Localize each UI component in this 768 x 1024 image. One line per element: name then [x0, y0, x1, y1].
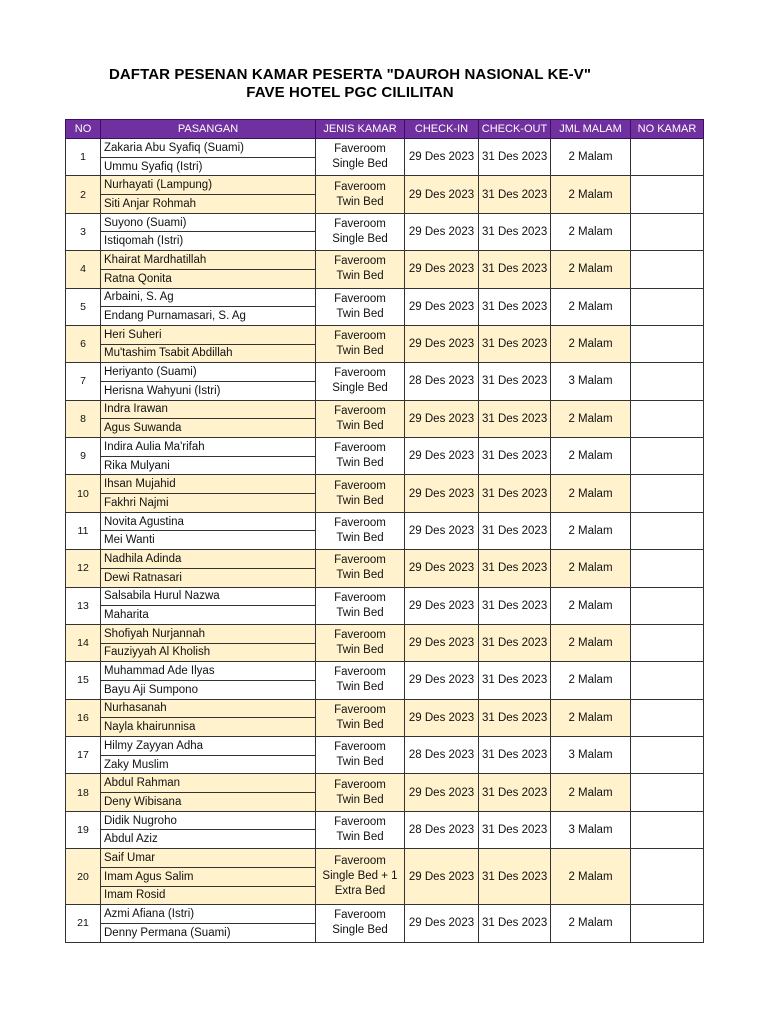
check-out-date: 31 Des 2023	[479, 624, 551, 661]
participant-name: Heriyanto (Suami)	[101, 363, 316, 382]
room-type-line: Faveroom	[334, 591, 386, 604]
room-type	[316, 662, 405, 699]
room-type	[316, 849, 405, 905]
table-row	[66, 251, 704, 270]
row-number: 11	[66, 512, 101, 549]
participant-name: Indra Irawan	[101, 400, 316, 419]
room-number	[631, 400, 704, 437]
participant-name: Endang Purnamasari, S. Ag	[101, 307, 316, 326]
room-type	[316, 587, 405, 624]
participant-name: Didik Nugroho	[101, 811, 316, 830]
nights-count: 3 Malam	[551, 737, 631, 774]
room-type-line: Faveroom	[334, 909, 386, 922]
nights-count: 2 Malam	[551, 774, 631, 811]
participant-name: Fakhri Najmi	[101, 494, 316, 513]
check-in-date: 29 Des 2023	[405, 400, 479, 437]
participant-name: Azmi Afiana (Istri)	[101, 905, 316, 924]
room-type-line: Single Bed	[332, 158, 388, 171]
check-in-date: 28 Des 2023	[405, 363, 479, 400]
room-type-line: Faveroom	[334, 367, 386, 380]
col-header-check-out: CHECK-OUT	[479, 120, 551, 139]
room-type	[316, 774, 405, 811]
nights-count: 2 Malam	[551, 624, 631, 661]
room-type-line: Twin Bed	[336, 195, 384, 208]
room-type-line: Faveroom	[334, 143, 386, 156]
table-row	[66, 475, 704, 494]
check-in-date: 29 Des 2023	[405, 325, 479, 362]
participant-name: Shofiyah Nurjannah	[101, 624, 316, 643]
participant-name: Nurhayati (Lampung)	[101, 176, 316, 195]
check-out-date: 31 Des 2023	[479, 251, 551, 288]
check-out-date: 31 Des 2023	[479, 662, 551, 699]
hotel-name: FAVE HOTEL PGC CILILITAN	[246, 84, 454, 101]
participant-name: Mu'tashim Tsabit Abdillah	[101, 344, 316, 363]
check-in-date: 29 Des 2023	[405, 550, 479, 587]
room-type-line: Faveroom	[334, 666, 386, 679]
row-number: 15	[66, 662, 101, 699]
table-row	[66, 400, 704, 419]
check-in-date: 29 Des 2023	[405, 475, 479, 512]
check-out-date: 31 Des 2023	[479, 587, 551, 624]
room-number	[631, 363, 704, 400]
check-in-date: 28 Des 2023	[405, 737, 479, 774]
room-type-line: Faveroom	[334, 629, 386, 642]
nights-count: 2 Malam	[551, 587, 631, 624]
room-type-line: Twin Bed	[336, 457, 384, 470]
table-row	[66, 587, 704, 606]
room-type-line: Faveroom	[334, 479, 386, 492]
check-out-date: 31 Des 2023	[479, 512, 551, 549]
row-number: 7	[66, 363, 101, 400]
row-number: 9	[66, 438, 101, 475]
booking-table	[65, 119, 704, 943]
table-row	[66, 176, 704, 195]
room-type-line: Faveroom	[334, 741, 386, 754]
room-number	[631, 139, 704, 176]
room-type-line: Twin Bed	[336, 531, 384, 544]
room-number	[631, 213, 704, 250]
check-out-date: 31 Des 2023	[479, 905, 551, 942]
table-row	[66, 774, 704, 793]
room-type-line: Twin Bed	[336, 830, 384, 843]
check-in-date: 29 Des 2023	[405, 213, 479, 250]
row-number: 16	[66, 699, 101, 736]
check-in-date: 29 Des 2023	[405, 512, 479, 549]
nights-count: 2 Malam	[551, 400, 631, 437]
check-in-date: 29 Des 2023	[405, 774, 479, 811]
room-type-line: Twin Bed	[336, 569, 384, 582]
room-type	[316, 438, 405, 475]
participant-name: Saif Umar	[101, 849, 316, 868]
nights-count: 3 Malam	[551, 811, 631, 848]
room-number	[631, 251, 704, 288]
nights-count: 2 Malam	[551, 905, 631, 942]
check-in-date: 29 Des 2023	[405, 139, 479, 176]
check-out-date: 31 Des 2023	[479, 363, 551, 400]
row-number: 18	[66, 774, 101, 811]
nights-count: 2 Malam	[551, 662, 631, 699]
check-out-date: 31 Des 2023	[479, 475, 551, 512]
check-out-date: 31 Des 2023	[479, 176, 551, 213]
participant-name: Abdul Rahman	[101, 774, 316, 793]
participant-name: Agus Suwanda	[101, 419, 316, 438]
nights-count: 2 Malam	[551, 550, 631, 587]
room-number	[631, 176, 704, 213]
participant-name: Indira Aulia Ma'rifah	[101, 438, 316, 457]
check-out-date: 31 Des 2023	[479, 400, 551, 437]
row-number: 10	[66, 475, 101, 512]
room-type-line: Twin Bed	[336, 793, 384, 806]
check-in-date: 29 Des 2023	[405, 251, 479, 288]
table-row	[66, 512, 704, 531]
room-type	[316, 737, 405, 774]
row-number: 14	[66, 624, 101, 661]
room-number	[631, 512, 704, 549]
participant-name: Deny Wibisana	[101, 793, 316, 812]
room-type-line: Twin Bed	[336, 718, 384, 731]
row-number: 6	[66, 325, 101, 362]
room-number	[631, 699, 704, 736]
room-number	[631, 811, 704, 848]
room-number	[631, 849, 704, 905]
check-out-date: 31 Des 2023	[479, 139, 551, 176]
participant-name: Nayla khairunnisa	[101, 718, 316, 737]
table-row	[66, 550, 704, 569]
participant-name: Hilmy Zayyan Adha	[101, 737, 316, 756]
check-in-date: 29 Des 2023	[405, 288, 479, 325]
table-row	[66, 139, 704, 158]
document-title: DAFTAR PESENAN KAMAR PESERTA "DAUROH NASIONAL KE-V"	[108, 66, 592, 83]
participant-name: Arbaini, S. Ag	[101, 288, 316, 307]
room-type	[316, 699, 405, 736]
room-type-line: Faveroom	[334, 292, 386, 305]
check-in-date: 29 Des 2023	[405, 624, 479, 661]
room-type	[316, 251, 405, 288]
participant-name: Ummu Syafiq (Istri)	[101, 157, 316, 176]
table-row	[66, 699, 704, 718]
room-type	[316, 905, 405, 942]
room-type	[316, 288, 405, 325]
participant-name: Maharita	[101, 606, 316, 625]
room-type-line: Faveroom	[334, 330, 386, 343]
participant-name: Khairat Mardhatillah	[101, 251, 316, 270]
participant-name: Imam Agus Salim	[101, 867, 316, 886]
participant-name: Fauziyyah Al Kholish	[101, 643, 316, 662]
participant-name: Siti Anjar Rohmah	[101, 195, 316, 214]
participant-name: Dewi Ratnasari	[101, 568, 316, 587]
table-row	[66, 213, 704, 232]
check-out-date: 31 Des 2023	[479, 849, 551, 905]
table-row	[66, 438, 704, 457]
participant-name: Ratna Qonita	[101, 269, 316, 288]
check-in-date: 29 Des 2023	[405, 438, 479, 475]
participant-name: Nurhasanah	[101, 699, 316, 718]
participant-name: Denny Permana (Suami)	[101, 923, 316, 942]
room-type-line: Faveroom	[334, 554, 386, 567]
check-out-date: 31 Des 2023	[479, 699, 551, 736]
room-type-line: Faveroom	[334, 516, 386, 529]
room-type-line: Faveroom	[334, 815, 386, 828]
nights-count: 2 Malam	[551, 139, 631, 176]
room-type-line: Single Bed + 1	[322, 870, 398, 883]
row-number: 4	[66, 251, 101, 288]
room-type	[316, 213, 405, 250]
room-type-line: Twin Bed	[336, 270, 384, 283]
room-type-line: Twin Bed	[336, 494, 384, 507]
participant-name: Heri Suheri	[101, 325, 316, 344]
participant-name: Abdul Aziz	[101, 830, 316, 849]
room-type	[316, 363, 405, 400]
nights-count: 2 Malam	[551, 512, 631, 549]
room-number	[631, 438, 704, 475]
participant-name: Zaky Muslim	[101, 755, 316, 774]
participant-name: Imam Rosid	[101, 886, 316, 905]
room-type-line: Faveroom	[334, 855, 386, 868]
check-in-date: 29 Des 2023	[405, 587, 479, 624]
room-type-line: Faveroom	[334, 217, 386, 230]
room-type-line: Single Bed	[332, 232, 388, 245]
room-type-line: Faveroom	[334, 778, 386, 791]
check-out-date: 31 Des 2023	[479, 774, 551, 811]
participant-name: Mei Wanti	[101, 531, 316, 550]
room-number	[631, 905, 704, 942]
nights-count: 2 Malam	[551, 176, 631, 213]
participant-name: Ihsan Mujahid	[101, 475, 316, 494]
row-number: 3	[66, 213, 101, 250]
col-header-jml-malam: JML MALAM	[551, 120, 631, 139]
check-in-date: 29 Des 2023	[405, 905, 479, 942]
row-number: 8	[66, 400, 101, 437]
room-number	[631, 624, 704, 661]
room-type-line: Twin Bed	[336, 681, 384, 694]
check-out-date: 31 Des 2023	[479, 325, 551, 362]
row-number: 1	[66, 139, 101, 176]
table-row	[66, 905, 704, 924]
col-header-jenis-kamar: JENIS KAMAR	[316, 120, 405, 139]
room-number	[631, 662, 704, 699]
room-number	[631, 475, 704, 512]
nights-count: 2 Malam	[551, 849, 631, 905]
room-number	[631, 550, 704, 587]
table-row	[66, 325, 704, 344]
participant-name: Novita Agustina	[101, 512, 316, 531]
table-row	[66, 737, 704, 756]
room-number	[631, 288, 704, 325]
room-number	[631, 325, 704, 362]
participant-name: Rika Mulyani	[101, 456, 316, 475]
room-number	[631, 774, 704, 811]
check-out-date: 31 Des 2023	[479, 288, 551, 325]
table-row	[66, 849, 704, 868]
room-type	[316, 176, 405, 213]
row-number: 19	[66, 811, 101, 848]
room-type	[316, 400, 405, 437]
row-number: 2	[66, 176, 101, 213]
nights-count: 2 Malam	[551, 325, 631, 362]
table-header-row	[66, 120, 704, 139]
participant-name: Suyono (Suami)	[101, 213, 316, 232]
row-number: 12	[66, 550, 101, 587]
participant-name: Bayu Aji Sumpono	[101, 680, 316, 699]
table-row	[66, 662, 704, 681]
room-type-line: Faveroom	[334, 180, 386, 193]
room-number	[631, 737, 704, 774]
check-in-date: 29 Des 2023	[405, 699, 479, 736]
participant-name: Zakaria Abu Syafiq (Suami)	[101, 139, 316, 158]
nights-count: 2 Malam	[551, 438, 631, 475]
room-type-line: Twin Bed	[336, 606, 384, 619]
room-type	[316, 325, 405, 362]
room-type	[316, 512, 405, 549]
room-type-line: Twin Bed	[336, 419, 384, 432]
participant-name: Istiqomah (Istri)	[101, 232, 316, 251]
col-header-no-kamar: NO KAMAR	[631, 120, 704, 139]
row-number: 17	[66, 737, 101, 774]
participant-name: Herisna Wahyuni (Istri)	[101, 381, 316, 400]
room-type-line: Faveroom	[334, 442, 386, 455]
check-in-date: 29 Des 2023	[405, 662, 479, 699]
table-row	[66, 811, 704, 830]
row-number: 13	[66, 587, 101, 624]
participant-name: Nadhila Adinda	[101, 550, 316, 569]
check-in-date: 28 Des 2023	[405, 811, 479, 848]
room-type	[316, 811, 405, 848]
nights-count: 2 Malam	[551, 213, 631, 250]
nights-count: 2 Malam	[551, 288, 631, 325]
check-out-date: 31 Des 2023	[479, 811, 551, 848]
room-type-line: Twin Bed	[336, 307, 384, 320]
table-row	[66, 288, 704, 307]
nights-count: 2 Malam	[551, 699, 631, 736]
room-type-line: Faveroom	[334, 703, 386, 716]
room-type	[316, 139, 405, 176]
room-type-line: Single Bed	[332, 382, 388, 395]
col-header-check-in: CHECK-IN	[405, 120, 479, 139]
check-in-date: 29 Des 2023	[405, 176, 479, 213]
check-in-date: 29 Des 2023	[405, 849, 479, 905]
room-type-line: Twin Bed	[336, 756, 384, 769]
nights-count: 2 Malam	[551, 251, 631, 288]
nights-count: 2 Malam	[551, 475, 631, 512]
nights-count: 3 Malam	[551, 363, 631, 400]
row-number: 5	[66, 288, 101, 325]
check-out-date: 31 Des 2023	[479, 213, 551, 250]
row-number: 21	[66, 905, 101, 942]
room-type-line: Faveroom	[334, 404, 386, 417]
room-type-line: Single Bed	[332, 924, 388, 937]
room-type	[316, 550, 405, 587]
col-header-no: NO	[66, 120, 101, 139]
check-out-date: 31 Des 2023	[479, 550, 551, 587]
participant-name: Salsabila Hurul Nazwa	[101, 587, 316, 606]
room-number	[631, 587, 704, 624]
check-out-date: 31 Des 2023	[479, 438, 551, 475]
room-type-line: Extra Bed	[334, 885, 386, 898]
room-type	[316, 624, 405, 661]
room-type	[316, 475, 405, 512]
room-type-line: Faveroom	[334, 255, 386, 268]
check-out-date: 31 Des 2023	[479, 737, 551, 774]
table-row	[66, 624, 704, 643]
room-type-line: Twin Bed	[336, 345, 384, 358]
table-row	[66, 363, 704, 382]
room-type-line: Twin Bed	[336, 644, 384, 657]
participant-name: Muhammad Ade Ilyas	[101, 662, 316, 681]
row-number: 20	[66, 849, 101, 905]
col-header-pasangan: PASANGAN	[101, 120, 316, 139]
